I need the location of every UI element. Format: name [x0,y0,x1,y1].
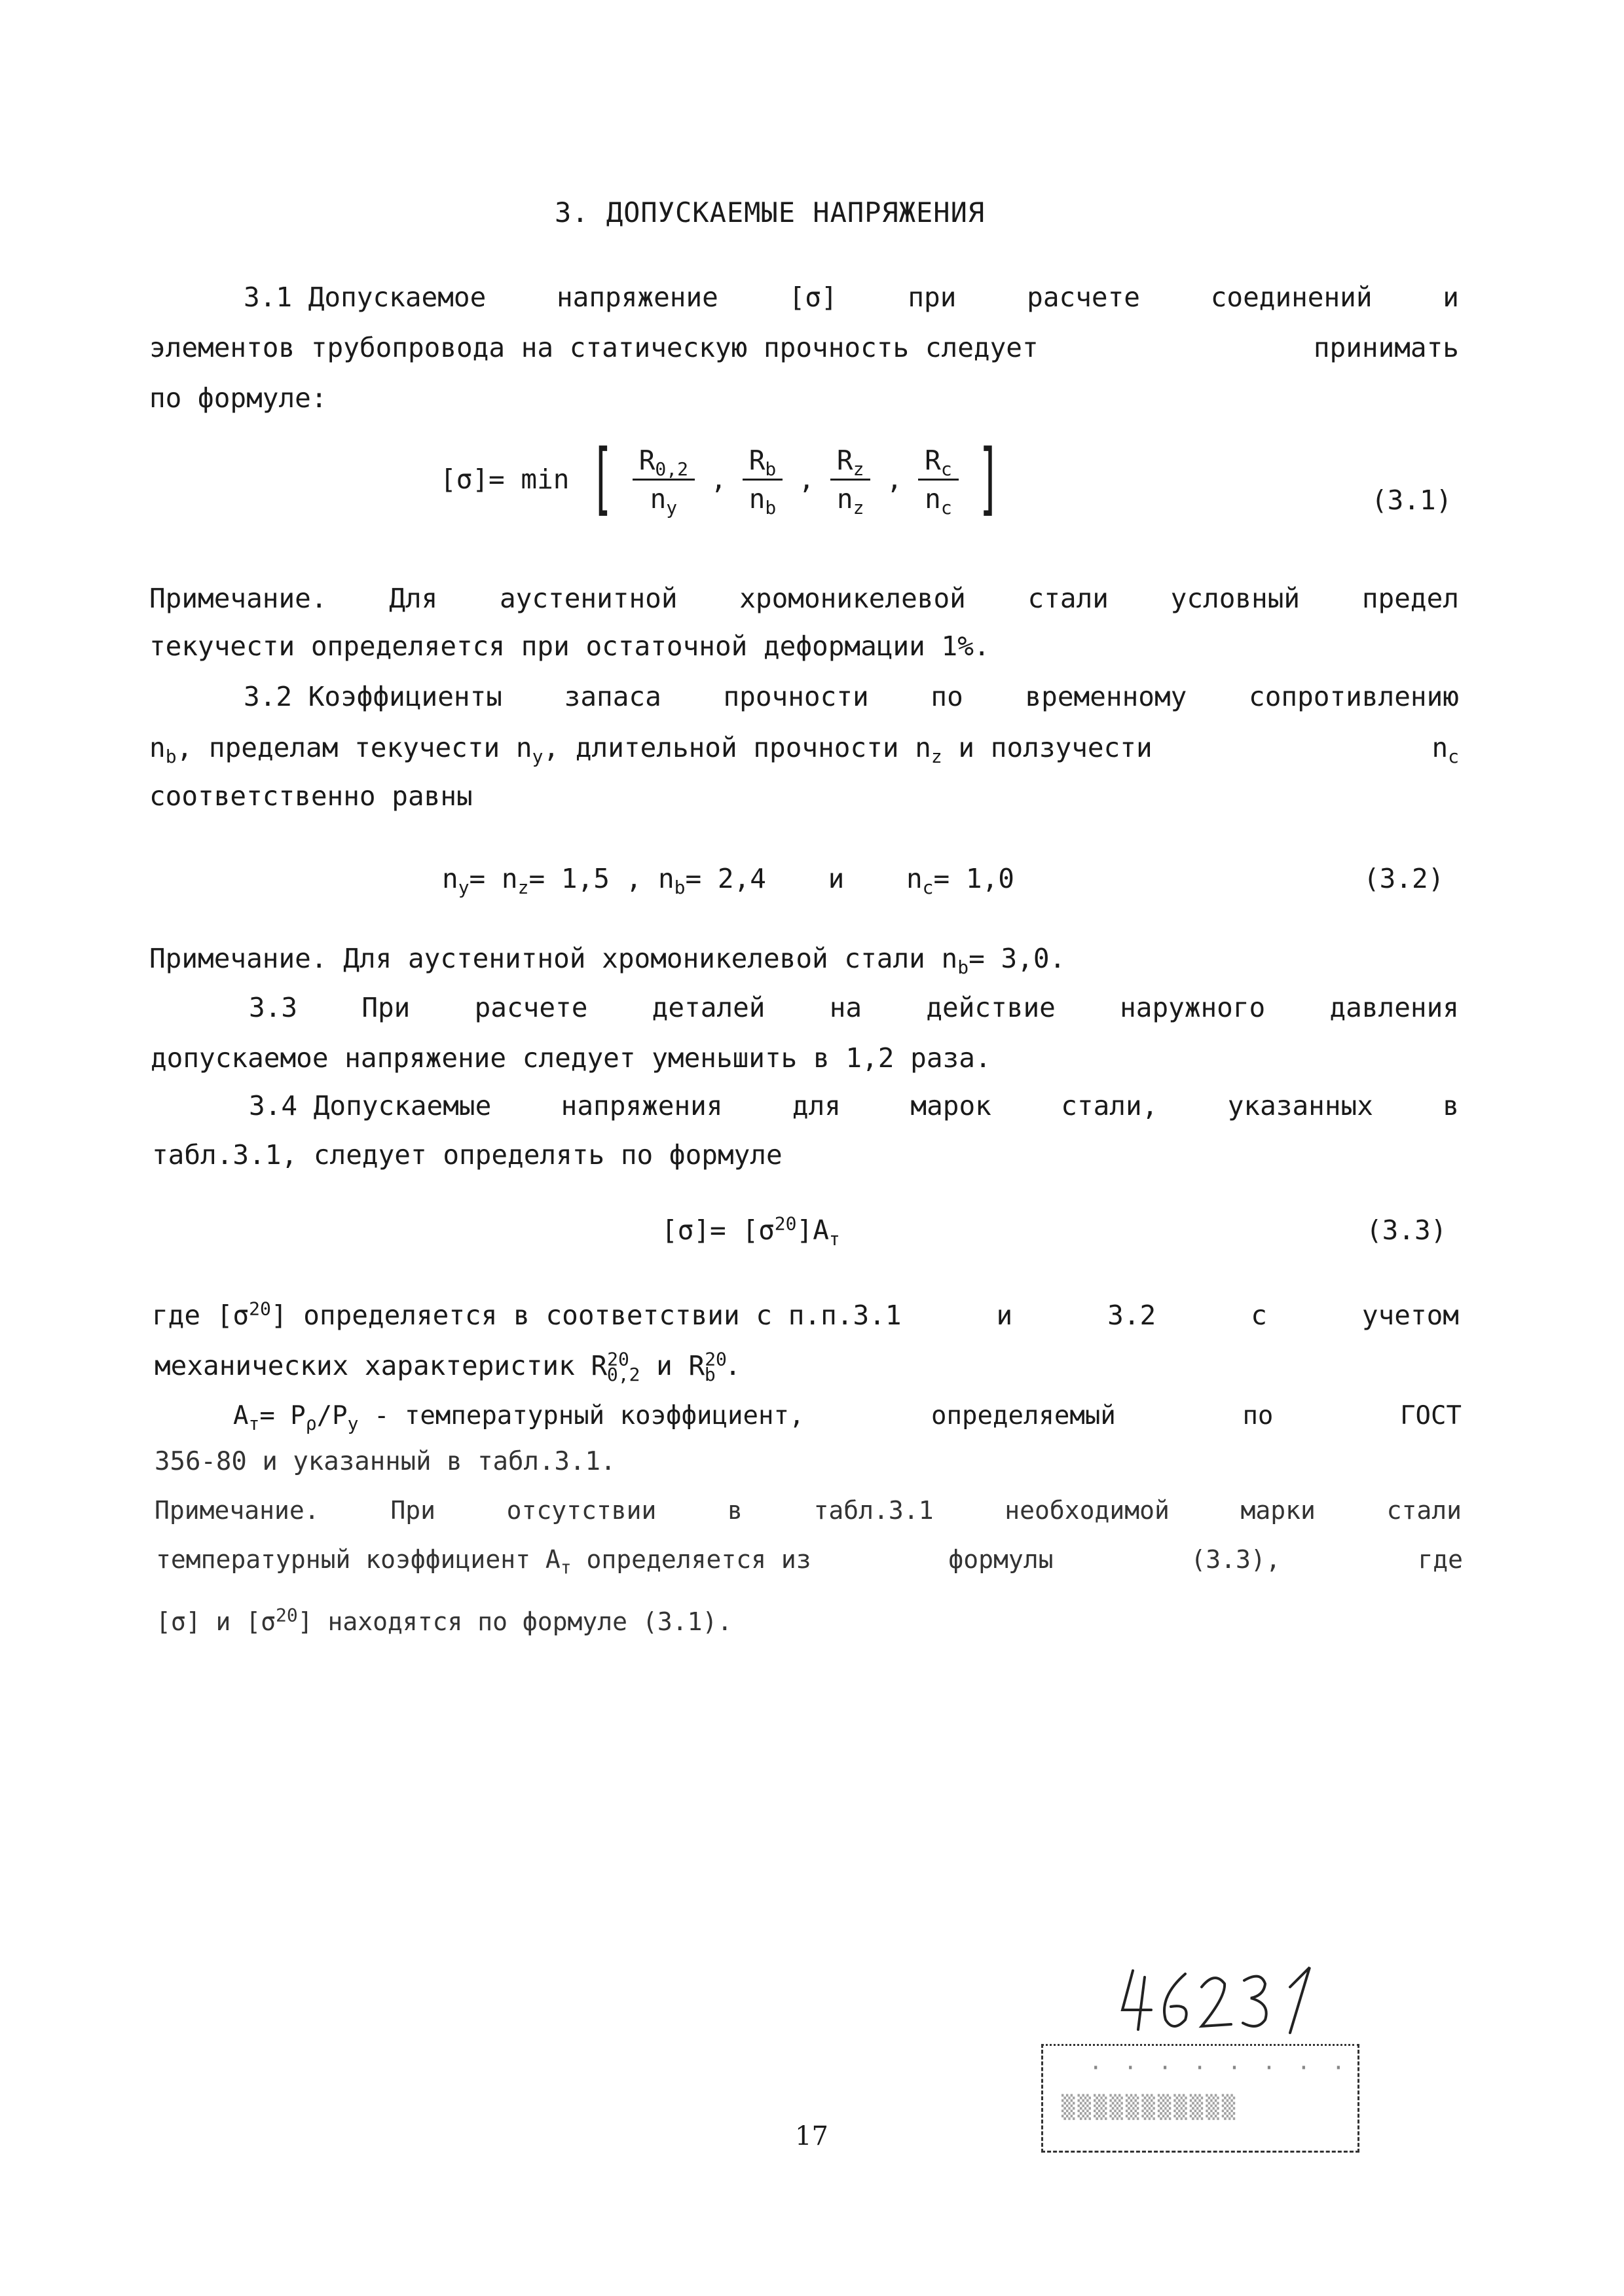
p33-line2: допускаемое напряжение следует уменьшить в 1,2 раза. [151,1042,991,1074]
formula-3-2: $n_y= n_z= 1,5$ , $n_b= 2,4$ и $n_c= 1,0$ [442,863,1014,899]
p31-line3: по формуле: [149,382,327,414]
p35-line2: механических характеристик $R^{20}_{0,2}$ и $R^{20}_b$ . [155,1348,741,1386]
p36-line1: $A_т= P_\rho/P_y$ - температурный коэффициент, определяемый по ГОСТ [233,1401,1462,1434]
p31-line2: элементов трубопровода на статическую прочность следует принимать [149,332,1459,363]
note3-line1: Примечание. При отсутствии в табл.3.1 необходимой марки стали [155,1496,1462,1525]
library-stamp: · · · · · · · · ▒▒▒▒▒▒▒▒▒▒▒ [1041,2044,1359,2153]
formula-3-2-number: (3.2) [1363,863,1445,894]
handwritten-inventory-number [1113,1958,1349,2043]
formula-3-3-number: (3.3) [1366,1214,1447,1246]
p32-line2: $n_b$, пределам текучести $n_y$, длительной прочности $n_z$ и ползучести $n_c$ [149,732,1459,768]
p34-line2: табл.3.1, следует определять по формуле [152,1139,783,1171]
fraction-term: $\frac{R_z}{n_z}$ [830,445,871,515]
note1-line1: Примечание. Для аустенитной хромоникелевой стали условный предел [149,583,1459,614]
p34-line1: 3.4 Допускаемые напряжения для марок стали, указанных в [249,1090,1459,1121]
note2: Примечание. Для аустенитной хромоникелевой стали $n_b= 3,0$. [149,943,1066,979]
note3-line2: температурный коэффициент $A_т$ определяется из формулы (3.3), где [156,1545,1463,1578]
p36-line2: 356-80 и указанный в табл.3.1. [155,1447,616,1476]
fraction-term: $\frac{R_b}{n_b}$ [743,445,783,515]
p31-line1: 3.1 Допускаемое напряжение [σ] при расчете соединений и [244,282,1459,313]
p32-line3: соответственно равны [149,780,473,812]
p33-line1: 3.3 При расчете деталей на действие наружного давления [249,992,1459,1023]
formula-3-1-number: (3.1) [1371,484,1452,516]
p32-line1: 3.2 Коэффициенты запаса прочности по временному сопротивлению [244,681,1459,712]
section-title: 3. ДОПУСКАЕМЫЕ НАПРЯЖЕНИЯ [555,196,986,228]
page-number: 17 [795,2121,828,2151]
fraction-term: $\frac{R_{0,2}}{n_y}$ [633,445,695,515]
p35-line1: где $[\sigma^{20}]$ определяется в соответствии с п.п.3.1 и 3.2 с учетом [152,1298,1459,1331]
note1-line2: текучести определяется при остаточной деформации 1%. [149,630,990,662]
right-bracket: ] [976,433,1001,524]
fraction-term: $\frac{R_c}{n_c}$ [918,445,959,515]
formula-3-3: $[\sigma]= [\sigma^{20}]A_т$ [661,1212,840,1250]
note3-line3: [σ] и $[\sigma^{20}]$ находятся по формуле (3.1). [156,1604,733,1636]
formula-3-1: [σ]= min [ $\frac{R_{0,2}}{n_y}$ , $\frac{R_b}{n_b}$ , $\frac{R_z}{n_z}$ , $\frac{R_c}{n_c}$ ] [440,433,1001,524]
left-bracket: [ [590,433,614,524]
